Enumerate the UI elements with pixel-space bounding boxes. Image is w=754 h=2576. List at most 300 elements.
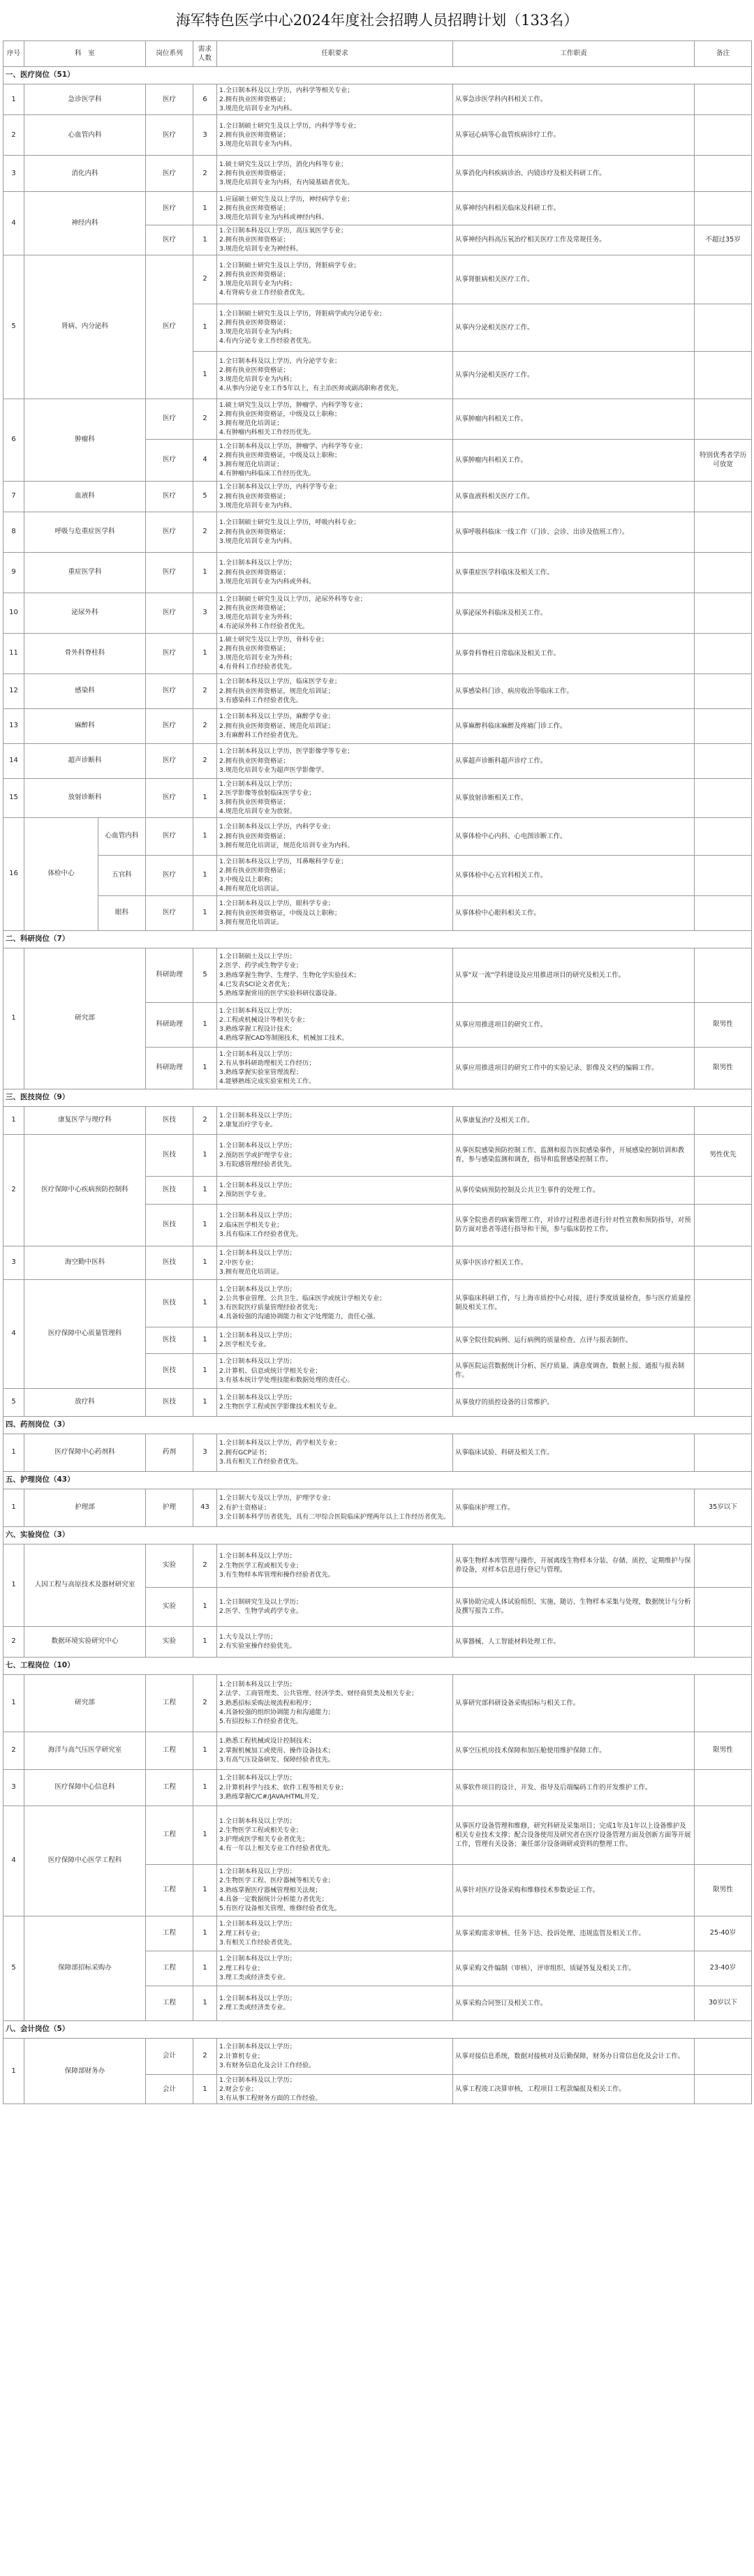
- duties: 从事针对医疗设备采购和维修技术参数论证工作。: [453, 1864, 695, 1916]
- row-number: 9: [3, 552, 24, 593]
- duties: 从事体检中心内科、心电图诊断工作。: [453, 817, 695, 855]
- duties: 从事泌尿外科临床及相关工作。: [453, 593, 695, 633]
- headcount: 1: [193, 1353, 217, 1388]
- requirement-line: 3.熟练掌握C/C#/JAVA/HTML开发。: [219, 1792, 323, 1801]
- position-series: 医疗: [146, 855, 193, 895]
- headcount: 1: [193, 1864, 217, 1916]
- position-series: 医疗: [146, 481, 193, 512]
- position-series: 医疗: [146, 817, 193, 855]
- requirement-line: 1.全日制本科及以上学历；: [219, 1817, 296, 1825]
- requirement-line: 2.康复治疗学专业。: [219, 1121, 277, 1129]
- requirement-line: 3.理工类或经济类专业。: [219, 1973, 290, 1981]
- duties: 从事神经内科相关临床及科研工作。: [453, 192, 695, 225]
- requirements: [217, 552, 453, 593]
- requirement-line: 2.拥有执业医师资格证；: [219, 644, 290, 653]
- requirement-line: 3.规范化培训专业为内科。: [219, 501, 296, 509]
- requirement-line: 1.全日制本科及以上学历，临床医学专业；: [219, 678, 341, 686]
- position-series: 医技: [146, 1134, 193, 1176]
- requirements: [217, 1732, 453, 1769]
- sub-department: 眼科: [98, 895, 146, 930]
- requirements: [217, 673, 453, 708]
- table-row: [3, 399, 752, 439]
- department: 数据环境实验研究中心: [24, 1626, 146, 1657]
- headcount: 43: [193, 1489, 217, 1526]
- section-row: [3, 2020, 752, 2038]
- requirement-line: 1.全日制本科及以上学历；: [219, 559, 296, 567]
- section-title: 一、医疗岗位（51）: [3, 67, 752, 84]
- row-number: 1: [3, 2038, 24, 2104]
- department: 医疗保障中心药剂科: [24, 1434, 146, 1471]
- requirement-line: 3.规范化培训专业为内科。: [219, 140, 296, 149]
- headcount: 3: [193, 593, 217, 633]
- note: [695, 1626, 752, 1657]
- table-row: [3, 84, 752, 115]
- requirement-line: 3.有生物样本库管理和操作经验者优先。: [219, 1570, 334, 1579]
- department: 保障部招标采购办: [24, 1916, 146, 2020]
- row-number: 3: [3, 156, 24, 192]
- requirements: [217, 1204, 453, 1246]
- note: [695, 2074, 752, 2104]
- department: 研究部: [24, 1674, 146, 1732]
- requirement-line: 3.有相关工作经验者优先。: [219, 1938, 296, 1946]
- headcount: 1: [193, 2074, 217, 2104]
- header-notes: 备注: [695, 41, 752, 67]
- position-series: 工程: [146, 1864, 193, 1916]
- requirements: [217, 84, 453, 115]
- position-series: 实验: [146, 1587, 193, 1626]
- duties: 从事重症医学科临床及相关工作。: [453, 552, 695, 593]
- note: [695, 304, 752, 351]
- requirement-line: 2.临床医学相关专业；: [219, 1221, 283, 1229]
- requirement-line: 1.全日制本科及以上学历，内科学等相关专业；: [219, 86, 354, 94]
- row-number: 6: [3, 399, 24, 481]
- requirements: [217, 855, 453, 895]
- note: [695, 115, 752, 156]
- requirement-line: 2.拥有执业医师资格证；: [219, 131, 290, 139]
- requirements: [217, 895, 453, 930]
- requirement-line: 1.全日制本科及以上学历；: [219, 780, 296, 788]
- requirement-line: 3.有院感管理经验者优先。: [219, 1160, 296, 1168]
- requirement-line: 1.全日制本科及以上学历，眼科学专业；: [219, 900, 334, 908]
- requirement-line: 2.医学、生物学或药学专业。: [219, 1607, 303, 1616]
- table-row: [3, 1544, 752, 1587]
- requirements: [217, 1674, 453, 1732]
- row-number: 1: [3, 84, 24, 115]
- headcount: 1: [193, 1002, 217, 1047]
- note: [695, 192, 752, 225]
- requirement-line: 4.有肿瘤内科临床工作经历优先。: [219, 470, 316, 478]
- department: 放疗科: [24, 1388, 146, 1416]
- headcount: 1: [193, 1176, 217, 1204]
- note: 不超过35岁: [695, 225, 752, 255]
- row-number: 1: [3, 1674, 24, 1732]
- duties: 从事骨科脊柱日常临床及相关工作。: [453, 633, 695, 673]
- requirement-line: 2.拥有执业医师资格证；: [219, 568, 290, 576]
- requirement-line: 2.预防医学或护理学专业；: [219, 1151, 296, 1159]
- requirements: [217, 481, 453, 512]
- position-series: 医疗: [146, 633, 193, 673]
- requirement-line: 3.规范化培训专业为外科；: [219, 654, 296, 662]
- note: [695, 895, 752, 930]
- requirement-line: 1.硕士研究生及以上学历，消化内科等专业；: [219, 160, 348, 168]
- position-series: 医疗: [146, 399, 193, 439]
- requirement-line: 1.全日制本科及以上学历；: [219, 1681, 296, 1689]
- requirements: [217, 115, 453, 156]
- duties: 从事医疗设备管理和维修，研究科研及采集项目；完成1年及1年以上设备维护及相关专业技术支撑；配合设备使用及研究者在医疗设备管理方面及创新方面等开展工作，管理有关设备；兼任部分设备调研或资料的整理工作。: [453, 1806, 695, 1864]
- section-title: 八、会计岗位（5）: [3, 2020, 752, 2038]
- row-number: 14: [3, 743, 24, 778]
- requirement-line: 2.中医专业；: [219, 1258, 258, 1267]
- table-row: [3, 481, 752, 512]
- note: [695, 481, 752, 512]
- position-series: 工程: [146, 1916, 193, 1951]
- sub-department: 五官科: [98, 855, 146, 895]
- department: 重症医学科: [24, 552, 146, 593]
- requirement-line: 4.具备较强的沟通协调能力和文字处理能力，责任心强。: [219, 1313, 380, 1321]
- duties: 从事采购需求审核、任务下达、投诉处理、违规监管及相关工作。: [453, 1916, 695, 1951]
- headcount: 1: [193, 1388, 217, 1416]
- position-series: 实验: [146, 1544, 193, 1587]
- requirement-line: 5.有医疗设备相关管理、维修经验者优先。: [219, 1904, 341, 1912]
- requirement-line: 2.掌握机械加工或使用、操作设备技术；: [219, 1746, 334, 1755]
- requirement-line: 2.拥有执业医师资格证；: [219, 492, 290, 500]
- requirement-line: 1.全日制本科及以上学历；: [219, 1393, 296, 1401]
- requirement-line: 2.计算机科学与技术、软件工程等相关专业；: [219, 1783, 348, 1792]
- headcount: 1: [193, 225, 217, 255]
- requirements: [217, 708, 453, 743]
- duties: 从事血液科相关医疗工作。: [453, 481, 695, 512]
- requirement-line: 1.熟悉工程机械或设计控制技术；: [219, 1737, 316, 1745]
- table-row: [3, 1489, 752, 1526]
- note: 限男性: [695, 1732, 752, 1769]
- requirement-line: 3.有麻醉科工作经验者优先。: [219, 731, 303, 739]
- requirement-line: 3.熟悉招标采购法规流程和程序；: [219, 1699, 316, 1707]
- requirement-line: 3.规范化培训专业为内科。: [219, 537, 296, 545]
- requirements: [217, 225, 453, 255]
- section-title: 六、实验岗位（3）: [3, 1526, 752, 1544]
- position-series: 科研助理: [146, 948, 193, 1002]
- headcount: 1: [193, 1769, 217, 1806]
- headcount: 4: [193, 439, 217, 481]
- requirement-line: 3.拥有规范化培训证；: [219, 419, 283, 428]
- requirement-line: 2.拥有执业医师资格证，规范化培训证；: [219, 687, 334, 695]
- note: [695, 1434, 752, 1471]
- requirement-line: 2.医学影像等放射临床医学专业；: [219, 789, 316, 797]
- requirements: [217, 255, 453, 304]
- header-series: 岗位系列: [146, 41, 193, 67]
- requirement-line: 3.中级及以上职称；: [219, 876, 277, 884]
- requirement-line: 5.有招投标工作经验者优先。: [219, 1717, 303, 1725]
- table-row: [3, 895, 752, 930]
- duties: 从事放疗的质控设备的日常维护。: [453, 1388, 695, 1416]
- requirements: [217, 1544, 453, 1587]
- requirement-line: 1.全日制本科及以上学历；: [219, 1285, 296, 1293]
- duties: 从事放射诊断相关工作。: [453, 778, 695, 817]
- requirement-line: 2.拥有执业医师资格证，中级及以上职称；: [219, 451, 341, 459]
- requirement-line: 4.有骨科工作经验者优先。: [219, 663, 296, 671]
- table-header-row: [3, 41, 752, 67]
- position-series: 医疗: [146, 439, 193, 481]
- table-row: [3, 115, 752, 156]
- header-duties: 工作职责: [453, 41, 695, 67]
- duties: 从事感染科门诊、病房收治等临床工作。: [453, 673, 695, 708]
- headcount: 5: [193, 948, 217, 1002]
- requirements: [217, 1134, 453, 1176]
- position-series: 工程: [146, 1674, 193, 1732]
- requirement-line: 3.熟练掌握生物学、生理学、生物化学实验技术；: [219, 971, 360, 979]
- headcount: 2: [193, 1544, 217, 1587]
- row-number: 11: [3, 633, 24, 673]
- requirement-line: 2.医学相关专业。: [219, 1341, 271, 1349]
- department: 肿瘤科: [24, 399, 146, 481]
- duties: 从事"双一流"学科建设及应用推进项目的研究及相关工作。: [453, 948, 695, 1002]
- duties: 从事采购合同签订及相关工作。: [453, 1986, 695, 2020]
- requirement-line: 1.全日制本科及以上学历；: [219, 1868, 296, 1876]
- position-series: 医疗: [146, 512, 193, 552]
- duties: 从事中医诊疗相关工作。: [453, 1246, 695, 1279]
- requirement-line: 4.从事内分泌专业工作5年以上，有主治医师或副高职称者优先。: [219, 385, 403, 393]
- row-number: 4: [3, 1279, 24, 1388]
- headcount: 1: [193, 552, 217, 593]
- headcount: 2: [193, 743, 217, 778]
- headcount: 1: [193, 855, 217, 895]
- requirement-line: 2.理工科专业；: [219, 1964, 264, 1972]
- table-row: [3, 512, 752, 552]
- note: [695, 817, 752, 855]
- requirement-line: 1.全日制本科及以上学历；: [219, 2076, 296, 2084]
- section-row: [3, 1471, 752, 1489]
- headcount: 3: [193, 1434, 217, 1471]
- requirement-line: 3.熟练掌握医疗器械管理相关法规；: [219, 1886, 322, 1894]
- note: [695, 743, 752, 778]
- section-title: 五、护理岗位（43）: [3, 1471, 752, 1489]
- department: 麻醉科: [24, 708, 146, 743]
- headcount: 2: [193, 673, 217, 708]
- headcount: 1: [193, 1916, 217, 1951]
- requirement-line: 2.拥有执业医师资格证、规范化培训证；: [219, 722, 334, 730]
- note: 限男性: [695, 1864, 752, 1916]
- position-series: 实验: [146, 1626, 193, 1657]
- note: 25-40岁: [695, 1916, 752, 1951]
- department: 感染科: [24, 673, 146, 708]
- department: 医疗保障中心医学工程科: [24, 1806, 146, 1916]
- requirements: [217, 1806, 453, 1864]
- requirement-line: 2.有从事科研助理相关工作经历；: [219, 1059, 316, 1067]
- row-number: 1: [3, 1544, 24, 1626]
- table-row: [3, 778, 752, 817]
- requirement-line: 3.具有相关工作经验者优先。: [219, 1457, 303, 1466]
- header-dept: 科 室: [24, 41, 146, 67]
- header-no: 序号: [3, 41, 24, 67]
- header-requirements: 任职要求: [217, 41, 453, 67]
- requirement-line: 1.应届硕士研究生及以上学历，神经病学专业；: [219, 195, 354, 203]
- headcount: 1: [193, 1986, 217, 2020]
- table-row: [3, 1246, 752, 1279]
- headcount: 2: [193, 2038, 217, 2074]
- requirement-line: 2.拥有执业医师资格证；: [219, 604, 290, 612]
- department: 海空勤中医科: [24, 1246, 146, 1279]
- requirement-line: 1.硕士研究生及以上学历，骨科专业；: [219, 635, 328, 643]
- requirement-line: 1.全日制本科及以上学历；: [219, 1357, 296, 1366]
- note: [695, 1327, 752, 1353]
- duties: 从事麻醉科临床麻醉及疼痛门诊工作。: [453, 708, 695, 743]
- position-series: 医疗: [146, 156, 193, 192]
- requirements: [217, 1986, 453, 2020]
- requirement-line: 1.全日制本科及以上学历；: [219, 1212, 296, 1220]
- requirement-line: 1.全日制本科及以上学历；: [219, 1006, 296, 1015]
- requirement-line: 1.全日制本科及以上学历，内科学专业；: [219, 823, 334, 831]
- duties: 从事医院感染预防控制工作、监测和报告医院感染事件，开展感染控制培训和教育，参与感染监测和调查，指导和监督感染控制工作。: [453, 1134, 695, 1176]
- note: [695, 1353, 752, 1388]
- note: 35岁以下: [695, 1489, 752, 1526]
- requirements: [217, 1106, 453, 1134]
- requirement-line: 2.拥有执业医师资格证；: [219, 169, 290, 177]
- row-number: 10: [3, 593, 24, 633]
- department: 医疗保障中心质量管理科: [24, 1279, 146, 1388]
- requirement-line: 2.计算机、信息或统计学相关专业；: [219, 1367, 322, 1375]
- note: [695, 552, 752, 593]
- requirement-line: 2.医学、药学或生物学专业；: [219, 962, 303, 970]
- requirement-line: 3.具有临床工作经验者优先。: [219, 1230, 303, 1238]
- duties: 从事神经内科高压氧治疗相关医疗工作及常规任务。: [453, 225, 695, 255]
- requirements: [217, 1626, 453, 1657]
- requirement-line: 2.工程或机械设计等相关专业；: [219, 1015, 309, 1024]
- department: 超声诊断科: [24, 743, 146, 778]
- requirement-line: 4.有肿瘤内科相关工作经历优先。: [219, 429, 316, 437]
- requirement-line: 1.全日制本科及以上学历；: [219, 1249, 296, 1258]
- requirement-line: 1.全日制大专及以上学历，护理学专业；: [219, 1494, 334, 1503]
- table-row: [3, 1626, 752, 1657]
- requirements: [217, 304, 453, 351]
- department: 泌尿外科: [24, 593, 146, 633]
- headcount: 1: [193, 1806, 217, 1864]
- section-title: 二、科研岗位（7）: [3, 930, 752, 948]
- duties: 从事协助完成人体试验组织、实施、随访、生物样本采集与处理，数据统计与分析及撰写报告工作。: [453, 1587, 695, 1626]
- requirement-line: 1.全日制本科及以上学历；: [219, 1331, 296, 1339]
- table-row: [3, 1106, 752, 1134]
- duties: 从事工程竣工决算审核，工程项目工程款编报及相关工作。: [453, 2074, 695, 2104]
- note: [695, 1587, 752, 1626]
- headcount: 2: [193, 1106, 217, 1134]
- requirement-line: 2.拥有GCP证书；: [219, 1448, 271, 1457]
- requirement-line: 2.有实验室操作经验优先。: [219, 1642, 296, 1651]
- table-row: [3, 1674, 752, 1732]
- requirement-line: 2.理工类或经济类专业。: [219, 2004, 290, 2012]
- position-series: 工程: [146, 1769, 193, 1806]
- requirement-line: 3.规范化培训专业为内科，有内镜基础者优先。: [219, 179, 354, 187]
- headcount: 1: [193, 1134, 217, 1176]
- section-row: [3, 1416, 752, 1434]
- requirement-line: 3.拥有规范化培训证；: [219, 461, 283, 469]
- position-series: 医疗: [146, 673, 193, 708]
- header-count: 需求人数: [193, 41, 217, 67]
- position-series: 医疗: [146, 778, 193, 817]
- duties: 从事消化内科疾病诊治、内镜诊疗及相关科研工作。: [453, 156, 695, 192]
- requirement-line: 1.全日制本科及以上学历，内分泌学专业；: [219, 357, 341, 365]
- table-row: [3, 1434, 752, 1471]
- headcount: 1: [193, 1732, 217, 1769]
- requirement-line: 1.全日制本科及以上学历；: [219, 1142, 296, 1150]
- note: [695, 1388, 752, 1416]
- note: [695, 1204, 752, 1246]
- requirements: [217, 1864, 453, 1916]
- requirements: [217, 633, 453, 673]
- position-series: 医疗: [146, 84, 193, 115]
- requirement-line: 3.有医院医疗质量管理经验者优先；: [219, 1304, 322, 1312]
- duties: 从事体检中心眼科相关工作。: [453, 895, 695, 930]
- headcount: 1: [193, 817, 217, 855]
- department: 人因工程与高原技术及器材研究室: [24, 1544, 146, 1626]
- duties: 从事肿瘤内科相关工作。: [453, 399, 695, 439]
- row-number: 5: [3, 255, 24, 399]
- headcount: 1: [193, 1204, 217, 1246]
- note: [695, 708, 752, 743]
- requirement-line: 2.财会专业；: [219, 2085, 258, 2093]
- department: 放射诊断科: [24, 778, 146, 817]
- duties: 从事应用推进项目的研究工作中的实验记录、影像及文档的编辑工作。: [453, 1047, 695, 1089]
- requirement-line: 2.理工科专业；: [219, 1929, 264, 1937]
- requirements: [217, 743, 453, 778]
- requirement-line: 3.规范化培训专业为内科或神经内科。: [219, 214, 328, 222]
- position-series: 医技: [146, 1279, 193, 1327]
- requirements: [217, 1769, 453, 1806]
- table-row: [3, 708, 752, 743]
- department: 医疗保障中心疾病预防控制科: [24, 1134, 146, 1246]
- department: 血液科: [24, 481, 146, 512]
- department: 心血管内科: [24, 115, 146, 156]
- requirements: [217, 1176, 453, 1204]
- position-series: 医技: [146, 1388, 193, 1416]
- position-series: 医技: [146, 1353, 193, 1388]
- position-series: 医疗: [146, 192, 193, 225]
- requirement-line: 3.护理或医学相关专业者优先；: [219, 1836, 309, 1844]
- position-series: 药剂: [146, 1434, 193, 1471]
- requirement-line: 1.全日制硕士及以上学历；: [219, 953, 296, 961]
- note: [695, 351, 752, 399]
- requirement-line: 4.拥有规范化培训证。: [219, 885, 283, 893]
- requirements: [217, 512, 453, 552]
- table-row: [3, 1279, 752, 1327]
- table-row: [3, 1916, 752, 1951]
- requirements: [217, 1279, 453, 1327]
- duties: 从事研究部科研设备采购招标与相关工作。: [453, 1674, 695, 1732]
- requirements: [217, 2038, 453, 2074]
- section-row: [3, 67, 752, 84]
- requirement-line: 5.熟练掌握常用的医学实验科研仪器设备。: [219, 989, 341, 997]
- headcount: 1: [193, 895, 217, 930]
- row-number: 5: [3, 1388, 24, 1416]
- row-number: 13: [3, 708, 24, 743]
- table-row: [3, 2038, 752, 2074]
- position-series: 医技: [146, 1327, 193, 1353]
- note: [695, 1279, 752, 1327]
- note: [695, 1106, 752, 1134]
- table-row: [3, 633, 752, 673]
- requirement-line: 3.规范化培训专业为内科或外科。: [219, 577, 316, 586]
- row-number: 12: [3, 673, 24, 708]
- requirements: [217, 1587, 453, 1626]
- section-title: 三、医技岗位（9）: [3, 1089, 752, 1106]
- department: 保障部财务办: [24, 2038, 146, 2104]
- duties: 从事临床护理工作。: [453, 1489, 695, 1526]
- headcount: 2: [193, 399, 217, 439]
- requirements: [217, 351, 453, 399]
- duties: 从事呼吸科临床一线工作（门诊、会诊、出诊及值班工作）。: [453, 512, 695, 552]
- note: 特别优秀者学历可放宽: [695, 439, 752, 481]
- requirement-line: 1.全日制硕士研究生及以上学历，呼吸内科专业；: [219, 519, 360, 527]
- requirement-line: 2.公共事业管理、公共卫生、临床医学或统计学相关专业；: [219, 1294, 386, 1302]
- duties: 从事康复治疗及相关工作。: [453, 1106, 695, 1134]
